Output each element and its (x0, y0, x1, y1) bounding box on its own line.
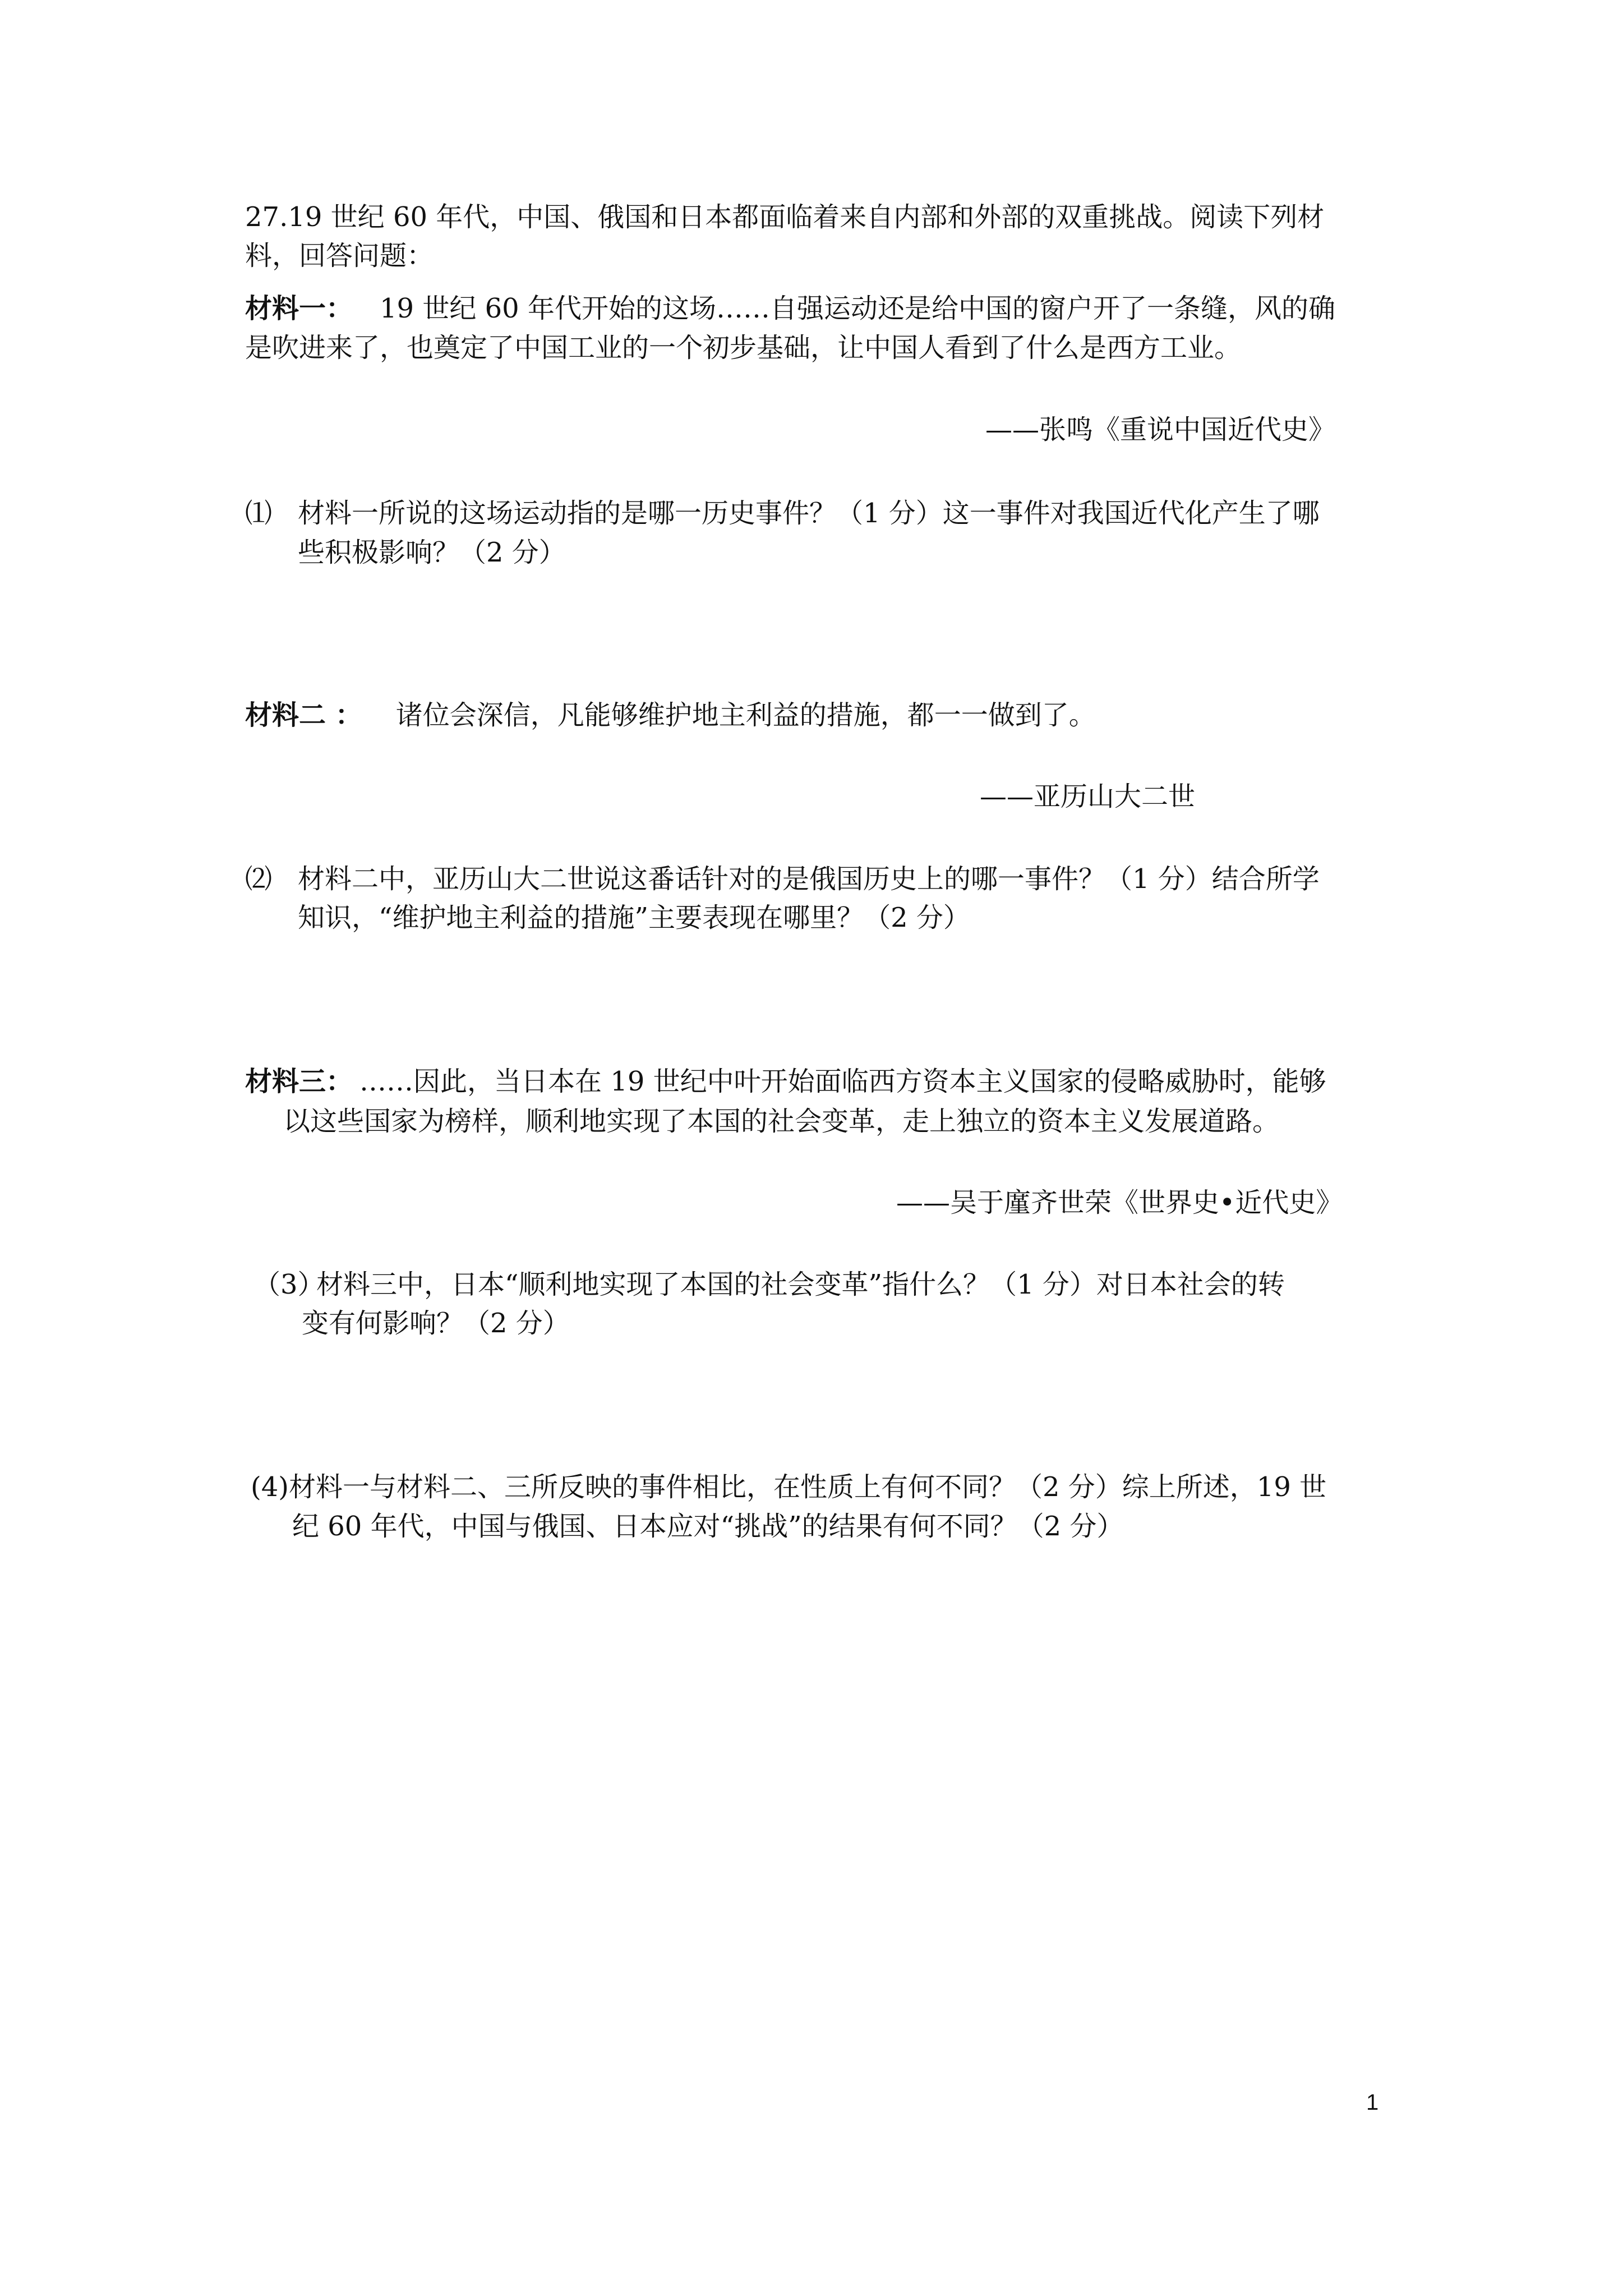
material2-label: 材料二 ： (245, 700, 362, 731)
question-number: 27. (245, 201, 288, 233)
q3-line1 (253, 1271, 1285, 1298)
material1-line2: 是吹进来了，也奠定了中国工业的一个初步基础，让中国人看到了什么是西方工业。 (245, 332, 1242, 364)
page-number: 1 (1366, 2090, 1379, 2115)
q2-line1 (245, 863, 1320, 895)
q3-text: 材料三中，日本“顺利地实现了本国的社会变革”指什么？（1 分）对日本社会的转 (316, 1269, 1285, 1300)
question-intro-line2: 料，回答问题： (245, 240, 434, 272)
material1-source: ——张鸣《重说中国近代史》 (985, 414, 1336, 445)
q3-number: （3） (253, 1269, 325, 1300)
material2-line (245, 702, 1096, 729)
material1-label: 材料一： (245, 293, 353, 324)
material3-text: ……因此，当日本在 19 世纪中叶开始面临西方资本主义国家的侵略威胁时，能够 (359, 1066, 1326, 1097)
q1-line2: 些积极影响？（2 分） (298, 537, 566, 568)
material3-source: ——吴于廑齐世荣《世界史•近代史》 (896, 1187, 1343, 1218)
q3-line2: 变有何影响？（2 分） (302, 1308, 570, 1339)
q1-text: 材料一所说的这场运动指的是哪一历史事件？（1 分）这一事件对我国近代化产生了哪 (298, 498, 1320, 529)
question-intro-line1 (245, 201, 1325, 233)
material2-text: 诸位会深信，凡能够维护地主利益的措施，都一一做到了。 (395, 700, 1096, 731)
material3-line1 (245, 1068, 1326, 1095)
material3-label: 材料三： (245, 1066, 353, 1097)
q1-line1 (245, 500, 1320, 527)
material2-source: ——亚历山大二世 (980, 781, 1196, 812)
question-intro-text: 19 世纪 60 年代，中国、俄国和日本都面临着来自内部和外部的双重挑战。阅读下列材 (288, 201, 1325, 233)
q4-line2: 纪 60 年代，中国与俄国、日本应对“挑战”的结果有何不同？（2 分） (292, 1511, 1124, 1542)
q4-line1: (4)材料一与材料二、三所反映的事件相比，在性质上有何不同？（2 分）综上所述，19 世 (251, 1471, 1327, 1503)
material1-line1 (245, 295, 1335, 322)
q1-number: ⑴ (245, 498, 273, 529)
material3-line2: 以这些国家为榜样，顺利地实现了本国的社会变革，走上独立的资本主义发展道路。 (283, 1106, 1280, 1137)
material1-text: 19 世纪 60 年代开始的这场……自强运动还是给中国的窗户开了一条缝，风的确 (380, 293, 1335, 324)
q2-text: 材料二中，亚历山大二世说这番话针对的是俄国历史上的哪一事件？（1 分）结合所学 (298, 863, 1320, 895)
q2-number: ⑵ (245, 863, 273, 895)
q2-line2: 知识，“维护地主利益的措施”主要表现在哪里？（2 分） (298, 902, 970, 933)
